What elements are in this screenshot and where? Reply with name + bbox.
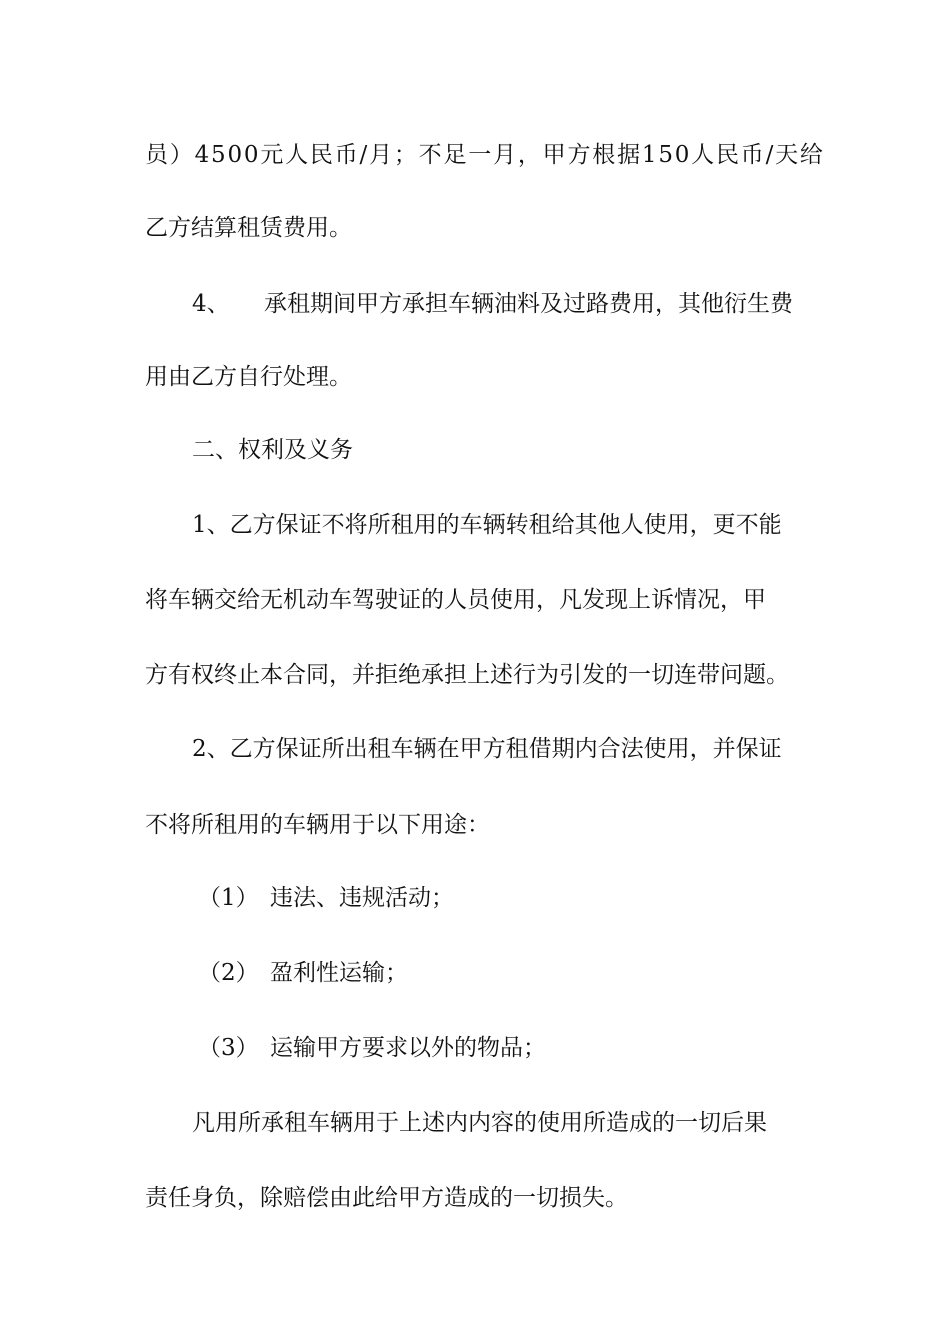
paragraph-line: 不将所租用的车辆用于以下用途：: [145, 812, 490, 838]
list-item-number: （1）: [198, 885, 259, 911]
list-item-number: （2）: [198, 960, 259, 986]
clause-number: 4、: [192, 291, 230, 317]
paragraph-line: 2、乙方保证所出租车辆在甲方租借期内合法使用，并保证: [192, 736, 782, 762]
paragraph-line: 用由乙方自行处理。: [145, 364, 352, 390]
paragraph-line: 乙方结算租赁费用。: [145, 215, 352, 241]
clause-text: 承租期间甲方承担车辆油料及过路费用，其他衍生费: [264, 291, 793, 317]
list-item-text: 违法、违规活动；: [270, 885, 454, 911]
paragraph-line: 1、乙方保证不将所租用的车辆转租给其他人使用，更不能: [192, 512, 782, 538]
list-item-text: 运输甲方要求以外的物品；: [270, 1035, 546, 1061]
paragraph-line: 员）4500元人民币/月；不足一月，甲方根据150人民币/天给: [145, 142, 825, 168]
list-item: [198, 883, 454, 913]
paragraph-line: 方有权终止本合同，并拒绝承担上述行为引发的一切连带问题。: [145, 662, 789, 688]
list-item-text: 盈利性运输；: [270, 960, 408, 986]
list-item: [198, 1033, 546, 1063]
section-heading: 二、权利及义务: [192, 437, 353, 463]
paragraph-line: 将车辆交给无机动车驾驶证的人员使用，凡发现上诉情况，甲: [145, 587, 766, 613]
paragraph-line: 凡用所承租车辆用于上述内内容的使用所造成的一切后果: [192, 1110, 767, 1136]
paragraph-line: 责任身负，除赔偿由此给甲方造成的一切损失。: [145, 1185, 628, 1211]
clause-4-line: [192, 289, 793, 319]
list-item: [198, 958, 408, 988]
list-item-number: （3）: [198, 1035, 259, 1061]
